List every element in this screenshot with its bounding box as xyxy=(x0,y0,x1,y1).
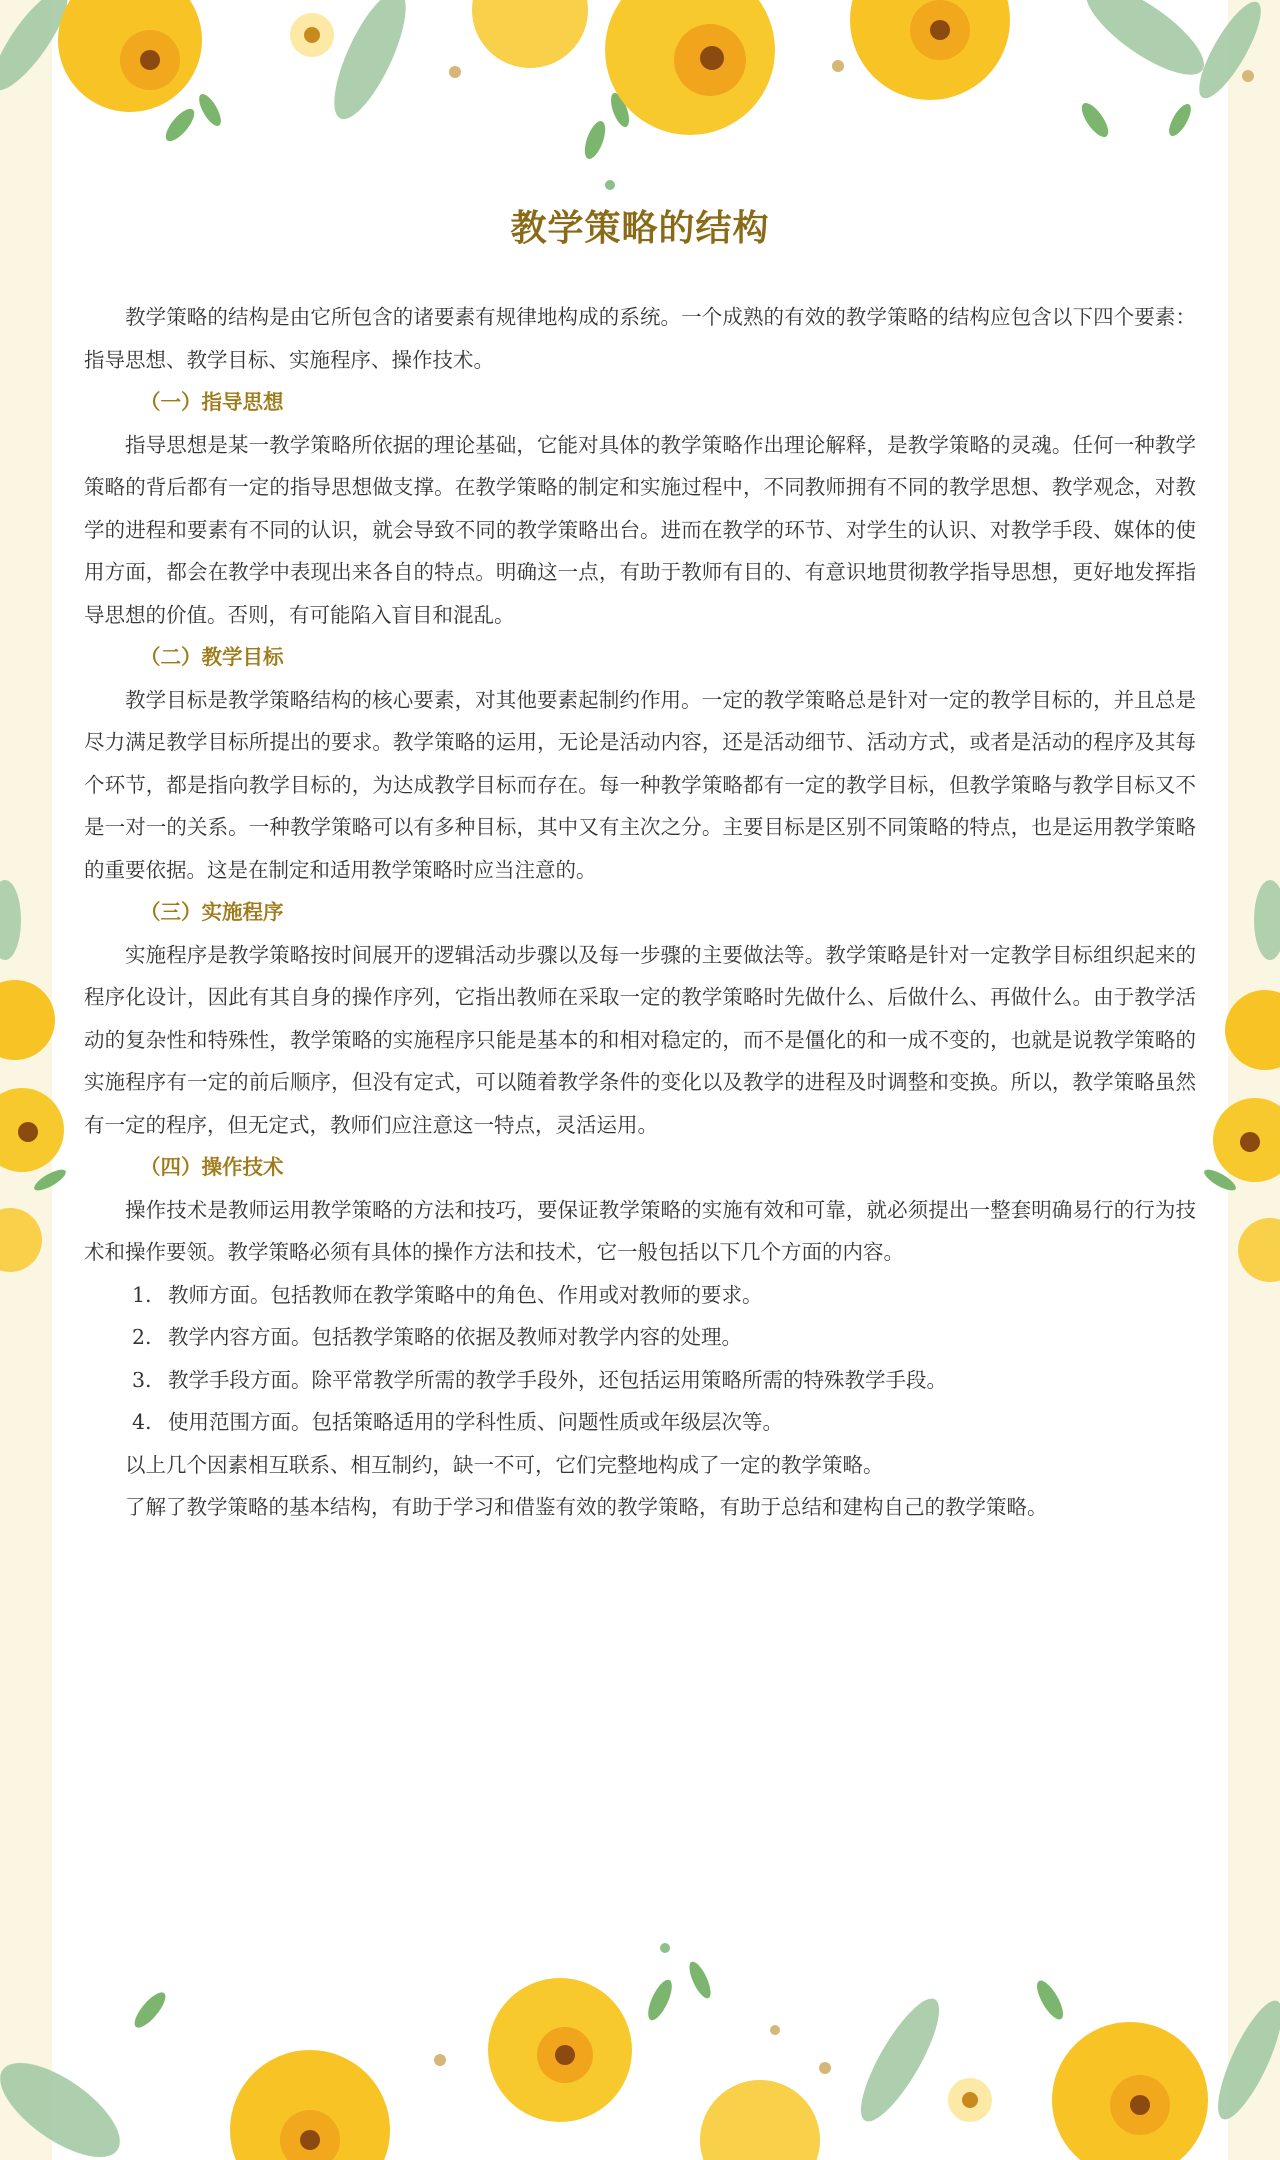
floral-decoration-left xyxy=(0,880,70,1300)
list-item-number: 4. xyxy=(132,1410,152,1434)
closing-paragraph: 了解了教学策略的基本结构，有助于学习和借鉴有效的教学策略，有助于总结和建构自己的教学策略。 xyxy=(125,1495,1048,1519)
list-item xyxy=(84,1401,1196,1444)
list-item-number: 1. xyxy=(132,1282,152,1307)
section-paragraph: 操作技术是教师运用教学策略的方法和技巧，要保证教学策略的实施有效和可靠，就必须提出一整套明确易行的行为技术和操作要领。教学策略必须有具体的操作方法和技术，它一般包括以下几个方面的内容。 xyxy=(84,1197,1196,1264)
section-paragraph: 指导思想是某一教学策略所依据的理论基础，它能对具体的教学策略作出理论解释，是教学策略的灵魂。任何一种教学策略的背后都有一定的指导思想做支撑。在教学策略的制定和实施过程中，不同教师拥有不同的教学思想、教学观念，对教学的进程和要素有不同的认识，就会导致不同的教学策略出台。进而在教学的环节、对学生的认识、对教学手段、媒体的使用方面，都会在教学中表现出来各自的特点。明确这一点，有助于教师有目的、有意识地贯彻教学指导思想，更好地发挥指导思想的价值。否则，有可能陷入盲目和混乱。 xyxy=(84,432,1196,627)
flower-icon xyxy=(290,13,334,57)
list-item xyxy=(84,1274,1196,1317)
list-item-text: 教学手段方面。除平常教学所需的教学手段外，还包括运用策略所需的特殊教学手段。 xyxy=(168,1367,947,1392)
list-item-number: 2. xyxy=(132,1325,152,1349)
section-heading-procedure: （三）实施程序 xyxy=(140,900,284,924)
list-item xyxy=(84,1359,1196,1402)
section-heading-guiding-thought: （一）指导思想 xyxy=(140,390,284,414)
section-heading-teaching-goal: （二）教学目标 xyxy=(140,645,284,669)
list-item-text: 教师方面。包括教师在教学策略中的角色、作用或对教师的要求。 xyxy=(168,1282,763,1307)
page-title: 教学策略的结构 xyxy=(510,207,770,249)
list-item xyxy=(84,1316,1196,1359)
section-paragraph: 教学目标是教学策略结构的核心要素，对其他要素起制约作用。一定的教学策略总是针对一定的教学目标的，并且总是尽力满足教学目标所提出的要求。教学策略的运用，无论是活动内容，还是活动细节、活动方式，或者是活动的程序及其每个环节，都是指向教学目标的，为达成教学目标而存在。每一种教学策略都有一定的教学目标，但教学策略与教学目标又不是一对一的关系。一种教学策略可以有多种目标，其中又有主次之分。主要目标是区别不同策略的特点，也是运用教学策略的重要依据。这是在制定和适用教学策略时应当注意的。 xyxy=(84,687,1196,882)
floral-decoration-top xyxy=(0,0,1280,190)
flower-icon xyxy=(230,2050,390,2160)
article-body xyxy=(84,296,1196,1529)
floral-decoration-bottom xyxy=(0,1940,1280,2160)
list-item-text: 教学内容方面。包括教学策略的依据及教师对教学内容的处理。 xyxy=(168,1325,742,1349)
section-paragraph: 实施程序是教学策略按时间展开的逻辑活动步骤以及每一步骤的主要做法等。教学策略是针对一定教学目标组织起来的程序化设计，因此有其自身的操作序列，它指出教师在采取一定的教学策略时先做什么、后做什么、再做什么。由于教学活动的复杂性和特殊性，教学策略的实施程序只能是基本的和相对稳定的，而不是僵化的和一成不变的，也就是说教学策略的实施程序有一定的前后顺序，但没有定式，可以随着教学条件的变化以及教学的进程及时调整和变换。所以，教学策略虽然有一定的程序，但无定式，教师们应注意这一特点，灵活运用。 xyxy=(84,942,1196,1137)
flower-icon xyxy=(605,0,775,135)
list-item-text: 使用范围方面。包括策略适用的学科性质、问题性质或年级层次等。 xyxy=(168,1410,783,1434)
flower-icon xyxy=(948,2022,1208,2160)
intro-paragraph: 教学策略的结构是由它所包含的诸要素有规律地构成的系统。一个成熟的有效的教学策略的结构应包含以下四个要素：指导思想、教学目标、实施程序、操作技术。 xyxy=(84,305,1196,372)
list-item-number: 3. xyxy=(132,1367,152,1392)
section-heading-technique: （四）操作技术 xyxy=(140,1155,284,1179)
closing-paragraph: 以上几个因素相互联系、相互制约，缺一不可，它们完整地构成了一定的教学策略。 xyxy=(125,1452,884,1477)
flower-icon xyxy=(58,0,202,112)
floral-decoration-right xyxy=(1200,880,1280,1300)
